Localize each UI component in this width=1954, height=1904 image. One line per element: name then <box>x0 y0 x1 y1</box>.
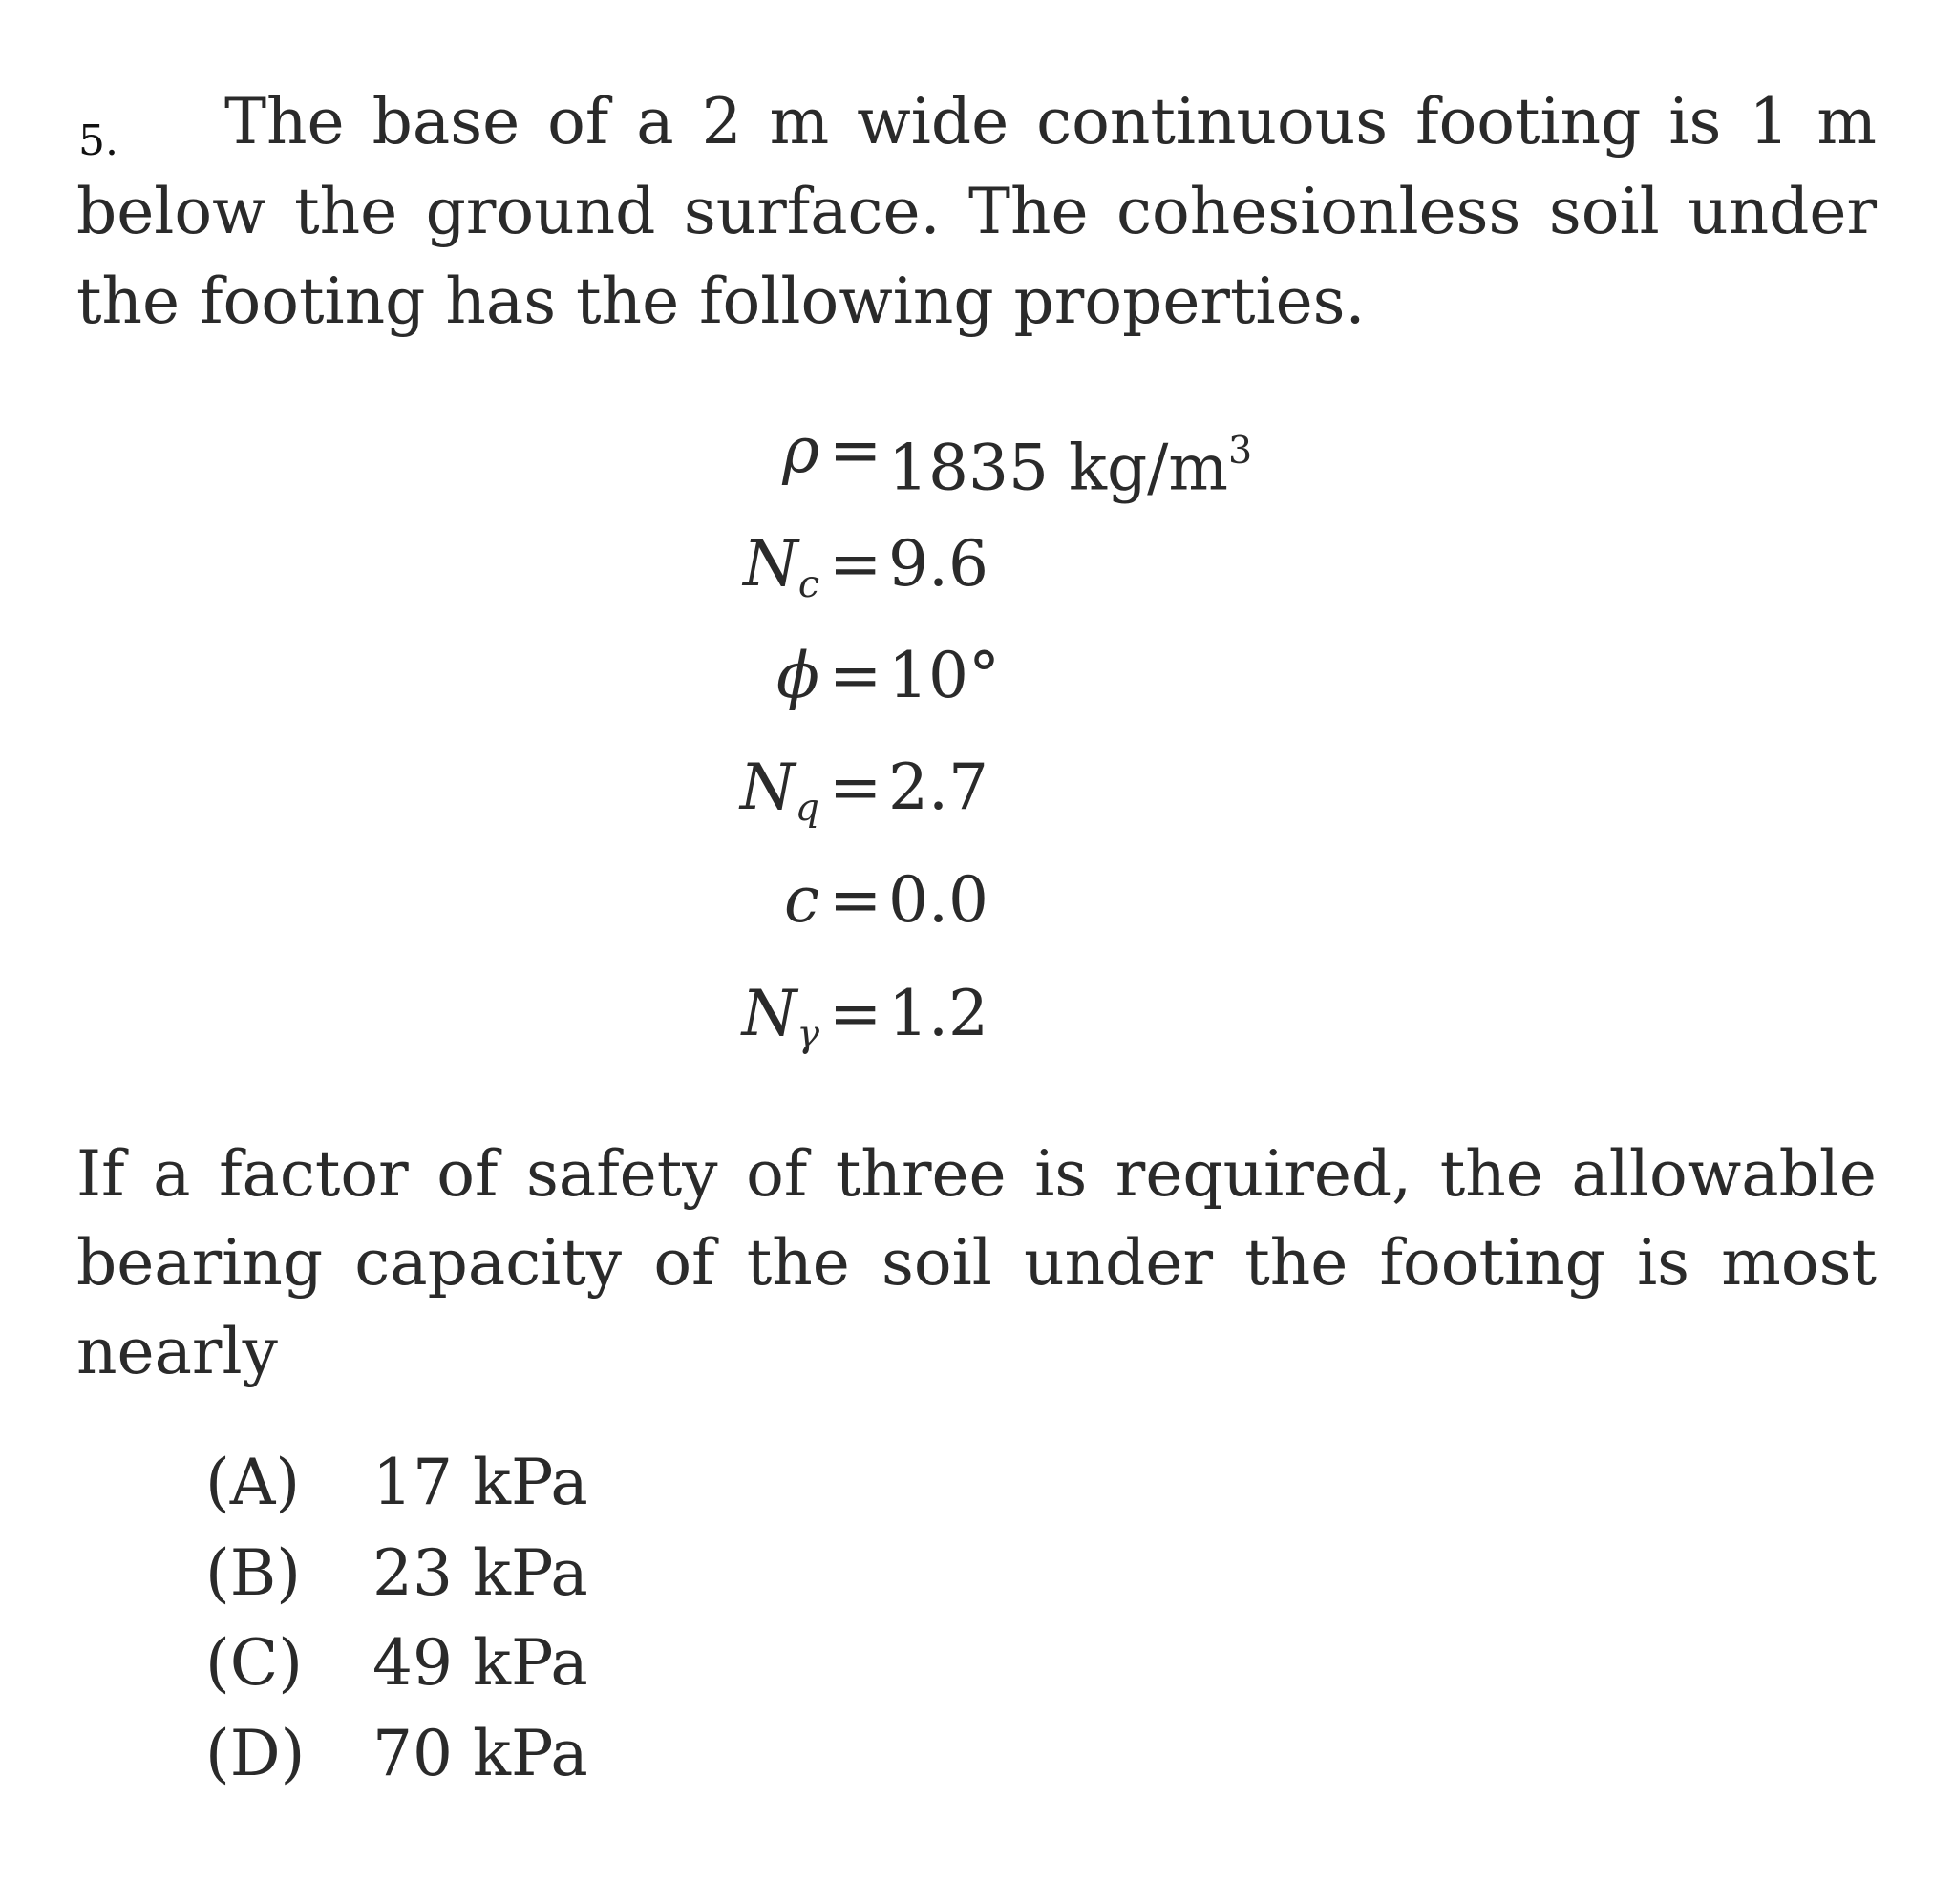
question-line-3: nearly <box>76 1315 278 1388</box>
question-line-2: bearing capacity of the soil under the footing is most <box>76 1226 1877 1300</box>
symbol: ϕ <box>776 639 819 712</box>
property-symbol <box>784 862 819 939</box>
property-symbol <box>782 413 819 489</box>
value: 1835 kg/m <box>888 431 1229 505</box>
intro-line-3: the footing has the following properties. <box>76 264 1366 338</box>
symbol: c <box>784 863 819 937</box>
equals-sign: = <box>829 977 882 1050</box>
equals-sign: = <box>829 863 882 937</box>
value: 10° <box>888 639 1000 712</box>
property-value <box>888 638 1000 714</box>
superscript: 3 <box>1228 429 1253 473</box>
property-symbol <box>776 638 819 714</box>
choice-value: 70 kPa <box>372 1717 588 1790</box>
choice-label: (D) <box>205 1717 306 1790</box>
property-value <box>888 413 1252 507</box>
equals-sign: = <box>829 639 882 712</box>
symbol: ρ <box>782 413 819 487</box>
property-value <box>888 750 988 826</box>
value: 2.7 <box>888 751 988 824</box>
choice-value: 17 kPa <box>372 1446 588 1519</box>
subscript: q <box>795 785 819 830</box>
symbol: N <box>739 751 796 824</box>
choice-label: (C) <box>205 1626 303 1700</box>
symbol: N <box>741 977 797 1050</box>
value: 1.2 <box>888 977 988 1050</box>
intro-line-1: The base of a 2 m wide continuous footing is 1 m <box>224 85 1877 159</box>
property-value <box>888 526 988 603</box>
value: 9.6 <box>888 527 988 601</box>
property-symbol <box>742 976 819 1072</box>
choice-label: (B) <box>205 1536 301 1610</box>
subscript: γ <box>796 1011 819 1056</box>
choice-value: 23 kPa <box>372 1536 588 1610</box>
intro-line-2: below the ground surface. The cohesionless soil under <box>76 175 1877 248</box>
choice-value: 49 kPa <box>372 1626 588 1700</box>
property-value <box>888 862 988 939</box>
symbol: N <box>743 527 798 601</box>
equals-sign: = <box>829 413 882 487</box>
choice-label: (A) <box>205 1446 301 1519</box>
value: 0.0 <box>888 863 988 937</box>
problem-number: 5. <box>78 116 118 165</box>
equals-sign: = <box>829 527 882 601</box>
property-symbol <box>743 526 819 623</box>
property-symbol <box>740 750 819 846</box>
property-value <box>888 976 988 1052</box>
question-line-1: If a factor of safety of three is required, the allowable <box>76 1137 1877 1211</box>
subscript: c <box>797 561 819 606</box>
equals-sign: = <box>829 751 882 824</box>
